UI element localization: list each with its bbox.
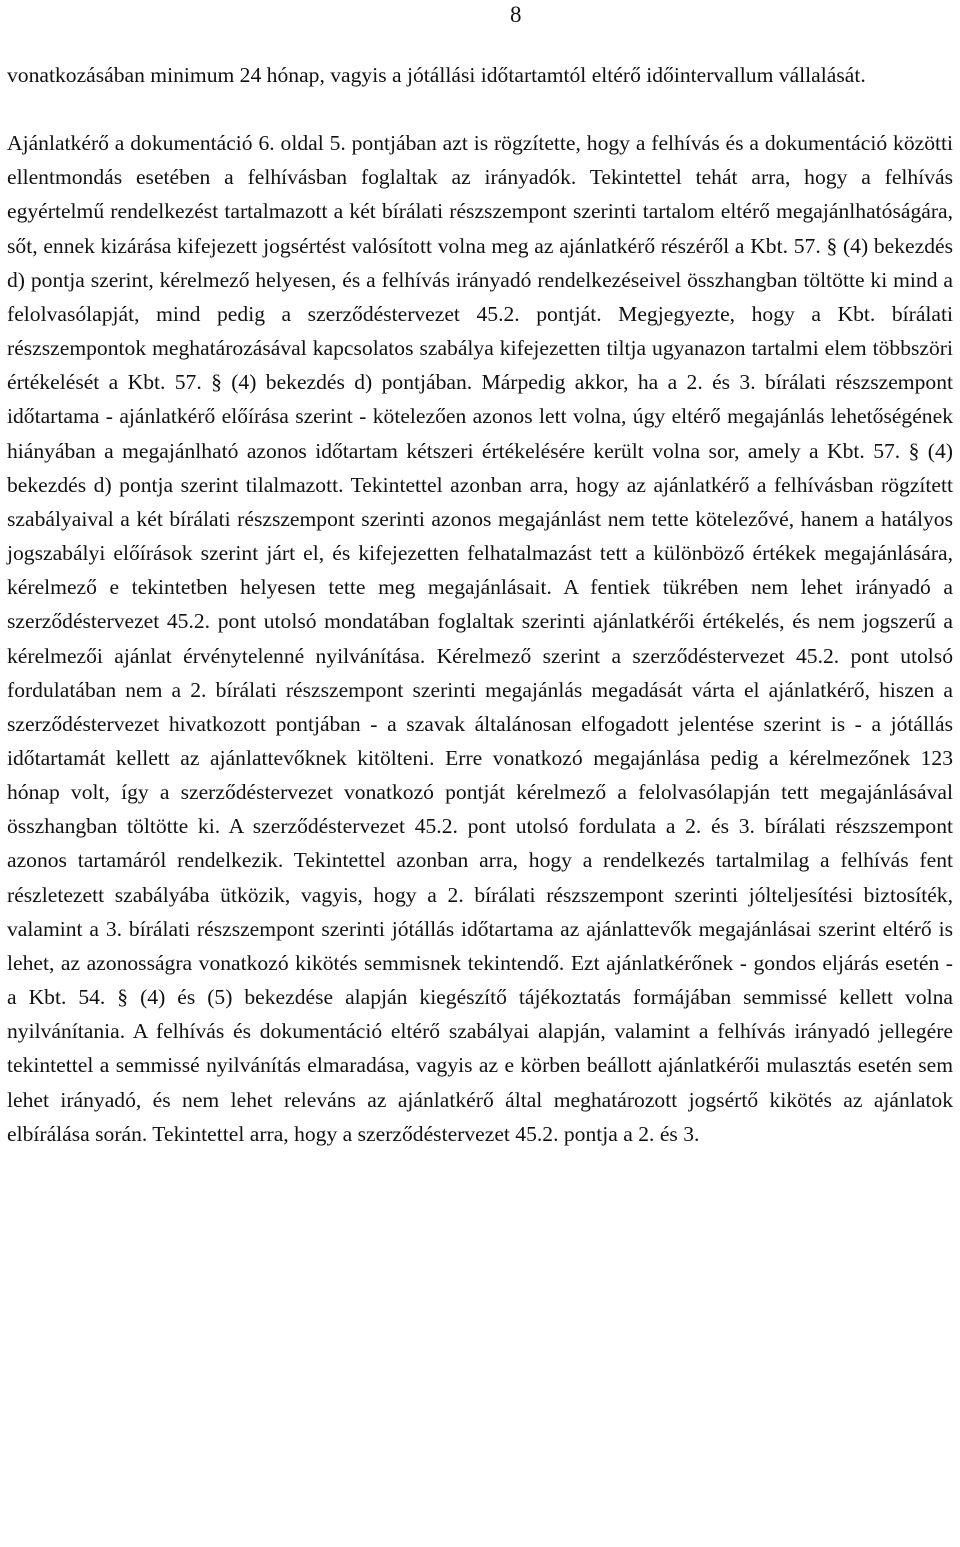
paragraph-main: Ajánlatkérő a dokumentáció 6. oldal 5. pontjában azt is rögzítette, hogy a felhívás és a dokumentáció közötti ellentmondás esetében a felhívásban foglaltak az irányadók. Tekintettel tehát arra, hogy a felhívás egyértelmű rendelkezést tartalmazott a két bírálati részszempont szerinti tartalom eltérő megajánlhatóságára, sőt, ennek kizárása kifejezett jogsértést valósított volna meg az ajánlatkérő részéről a Kbt. 57. § (4) bekezdés d) pontja szerint, kérelmező helyesen, és a felhívás irányadó rendelkezéseivel összhangban töltötte ki mind a felolvasólapját, mind pedig a szerződéstervezet 45.2. pontját. Megjegyezte, hogy a Kbt. bírálati részszempontok meghatározásával kapcsolatos szabálya kifejezetten tiltja ugyanazon tartalmi elem többszöri értékelését a Kbt. 57. § (4) bekezdés d) pontjában. Márpedig akkor, ha a 2. és 3. bírálati részszempont időtartama - ajánlatkérő előírása szerint - kötelezően azonos lett volna, úgy eltérő megajánlás lehetőségének hiányában a megajánlható azonos időtartam kétszeri értékelésére került volna sor, amely a Kbt. 57. § (4) bekezdés d) pontja szerint tilalmazott. Tekintettel azonban arra, hogy az ajánlatkérő a felhívásban rögzített szabályaival a két bírálati részszempont szerinti azonos megajánlást nem tette kötelezővé, hanem a hatályos jogszabályi előírások szerint járt el, és kifejezetten felhatalmazást tett a különböző értékek megajánlására, kérelmező e tekintetben helyesen tette meg megajánlásait. A fentiek tükrében nem lehet irányadó a szerződéstervezet 45.2. pont utolsó mondatában foglaltak szerinti ajánlatkérői értékelés, és nem jogszerű a kérelmezői ajánlat érvénytelenné nyilvánítása. Kérelmező szerint a szerződéstervezet 45.2. pont utolsó fordulatában nem a 2. bírálati részszempont szerinti megajánlás megadását várta el ajánlatkérő, hiszen a szerződéstervezet hivatkozott pontjában - a szavak általánosan elfogadott jelentése szerint is - a jótállás időtartamát kellett az ajánlattevőknek kitölteni. Erre vonatkozó megajánlása pedig a kérelmezőnek 123 hónap volt, így a szerződéstervezet vonatkozó pontját kérelmező a felolvasólapján tett megajánlásával összhangban töltötte ki. A szerződéstervezet 45.2. pont utolsó fordulata a 2. és 3. bírálati részszempont azonos tartamáról rendelkezik. Tekintettel azonban arra, hogy a rendelkezés tartalmilag a felhívás fent részletezett szabályába ütközik, vagyis, hogy a 2. bírálati részszempont szerinti jólteljesítési biztosíték, valamint a 3. bírálati részszempont szerinti jótállás időtartama az ajánlattevők megajánlásai szerint eltérő is lehet, az azonosságra vonatkozó kikötés semmisnek tekintendő. Ezt ajánlatkérőnek - gondos eljárás esetén - a Kbt. 54. § (4) és (5) bekezdése alapján kiegészítő tájékoztatás formájában semmissé kellett volna nyilvánítania. A felhívás és dokumentáció eltérő szabályai alapján, valamint a felhívás irányadó jellegére tekintettel a semmissé nyilvánítás elmaradása, vagyis az e körben beállott ajánlatkérői mulasztás esetén sem lehet irányadó, és nem lehet releváns az ajánlatkérő által meghatározott jogsértő kikötés az ajánlatok elbírálása során. Tekintettel arra, hogy a szerződéstervezet 45.2. pontja a 2. és 3. — [7, 131, 953, 1146]
document-body — [7, 58, 953, 1151]
paragraph-continuation: vonatkozásában minimum 24 hónap, vagyis a jótállási időtartamtól eltérő időintervallum vállalását. — [7, 63, 866, 87]
page-number: 8 — [510, 2, 522, 27]
